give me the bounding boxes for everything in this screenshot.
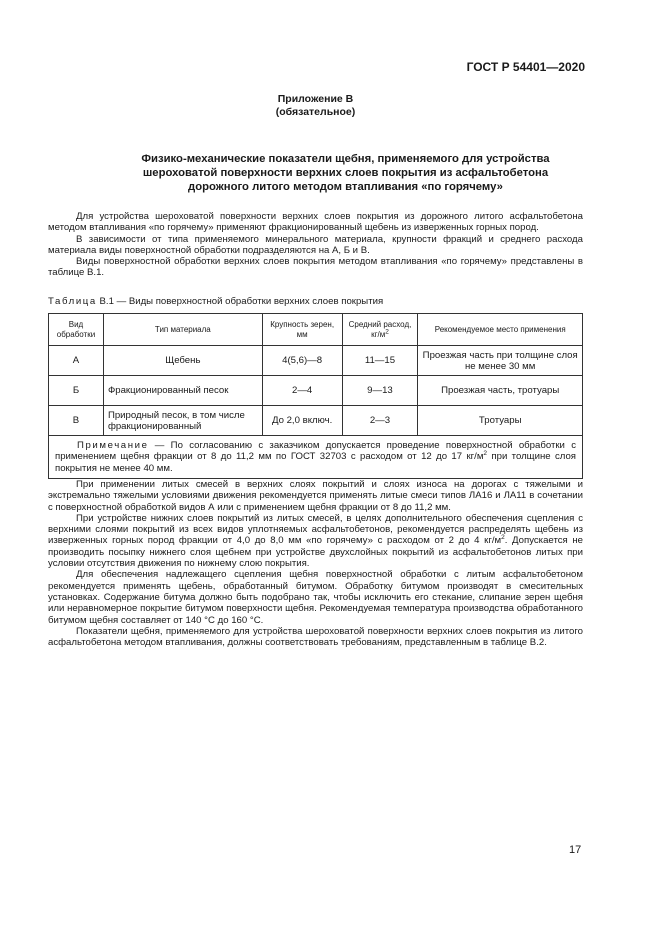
heading-line-2: шероховатой поверхности верхних слоев покрытия из асфальтобетона <box>142 167 549 179</box>
page-number: 17 <box>569 844 582 856</box>
heading-line-1: Физико-механические показатели щебня, применяемого для устройства <box>141 153 550 165</box>
cell-material: Щебень <box>103 346 262 376</box>
table-note-row <box>49 436 583 479</box>
surface-treatment-table <box>48 313 583 479</box>
cell-material: Фракционированный песок <box>103 376 262 406</box>
cell-type: Б <box>49 376 104 406</box>
cell-size: 4(5,6)—8 <box>262 346 342 376</box>
cell-rate: 9—13 <box>342 376 418 406</box>
header-rate: Средний расход, $кг/м^2$ <box>342 314 418 346</box>
intro-paragraph-1: Для устройства шероховатой поверхности верхних слоев покрытия из дорожного литого асфальтобетона методом втапливания «по горячему» применяют фракционированный щебень из изверженных горных пород. <box>48 211 583 234</box>
cell-rate: 11—15 <box>342 346 418 376</box>
annex-status: (обязательное) <box>275 106 356 118</box>
heading-line-3: дорожного литого методом втапливания «по горячему» <box>188 181 503 193</box>
cell-material: Природный песок, в том числе фракционированный <box>103 406 262 436</box>
table-row <box>49 346 583 376</box>
body-paragraph-4: Показатели щебня, применяемого для устройства шероховатой поверхности верхних слоев покрытия из литого асфальтобетона методом втапливания, должны соответствовать требованиям, представленным в таблице В.2. <box>48 625 583 649</box>
cell-place: Проезжая часть при толщине слоя не менее 30 мм <box>418 346 583 376</box>
header-material: Тип материала <box>103 314 262 346</box>
section-heading <box>60 152 631 194</box>
cell-place: Тротуары <box>418 406 583 436</box>
table-caption-text: В.1 — Виды поверхностной обработки верхних слоев покрытия <box>99 296 384 307</box>
cell-place: Проезжая часть, тротуары <box>418 376 583 406</box>
table-caption <box>48 296 383 307</box>
body-paragraph-3: Для обеспечения надлежащего сцепления щебня поверхностной обработки с литым асфальтобетоном рекомендуется применять щебень, обработанный битумом. Обработку битумом производят в смесительных установках. Содержание битума должно быть подобрано так, чтобы исключить его стекание, слипание зерен щебня или неравномерное покрытие битумом поверхности щебня. Рекомендуемая температура производства обработанного битумом щебня составляет от 140 °C до 160 °C. <box>48 569 583 626</box>
standard-number: ГОСТ Р 54401—2020 <box>466 60 585 74</box>
body-paragraph-2: При устройстве нижних слоев покрытий из литых смесей, в целях дополнительного обеспечения сцепления с верхними слоями покрытий из всех видов уплотняемых асфальтобетонов, рекомендуется распределять щебень из изверженных горных пород фракции от 4,0 до 8,0 мм «по горячему» с расходом от 2 до 4 $кг/м^2$. Допускается не производить посыпку нижнего слоя щебнем при устройстве двухслойных покрытий из асфальтобетонов литых при условии отсутствия движения по нижнему слою покрытия. <box>48 512 583 570</box>
header-size: Крупность зерен, мм <box>262 314 342 346</box>
annex-title: Приложение В <box>277 93 354 105</box>
header-place: Рекомендуемое место применения <box>418 314 583 346</box>
cell-size: До 2,0 включ. <box>262 406 342 436</box>
table-header-row <box>49 314 583 346</box>
body-text <box>48 479 583 648</box>
cell-rate: 2—3 <box>342 406 418 436</box>
cell-type: А <box>49 346 104 376</box>
cell-size: 2—4 <box>262 376 342 406</box>
intro-text <box>48 211 583 279</box>
table-caption-label: Таблица <box>48 296 97 307</box>
header-type: Вид обработки <box>49 314 104 346</box>
body-paragraph-1: При применении литых смесей в верхних слоях покрытий и слоях износа на дорогах с тяжелыми и экстремально тяжелыми условиями движения рекомендуется применять литые смеси типов ЛА16 и ЛА11 в сочетании с поверхностной обработкой видов А или с применением щебня фракции от 8 до 11,2 мм. <box>48 479 583 513</box>
note-label: Примечание <box>77 440 149 451</box>
cell-type: В <box>49 406 104 436</box>
table-note: Примечание — По согласованию с заказчиком допускается проведение поверхностной обработки с применением щебня фракции от 8 до 11,2 мм по ГОСТ 32703 с расходом от 12 до 17 $кг/м^2$ при толщине слоя покрытия не менее 40 мм. <box>49 436 583 479</box>
intro-paragraph-3: Виды поверхностной обработки верхних слоев покрытия методом втапливания «по горячему» представлены в таблице В.1. <box>48 256 583 279</box>
annex-header <box>0 93 631 119</box>
intro-paragraph-2: В зависимости от типа применяемого минерального материала, крупности фракций и среднего расхода материала виды поверхностной обработки подразделяются на А, Б и В. <box>48 233 583 256</box>
table-row <box>49 406 583 436</box>
table-row <box>49 376 583 406</box>
